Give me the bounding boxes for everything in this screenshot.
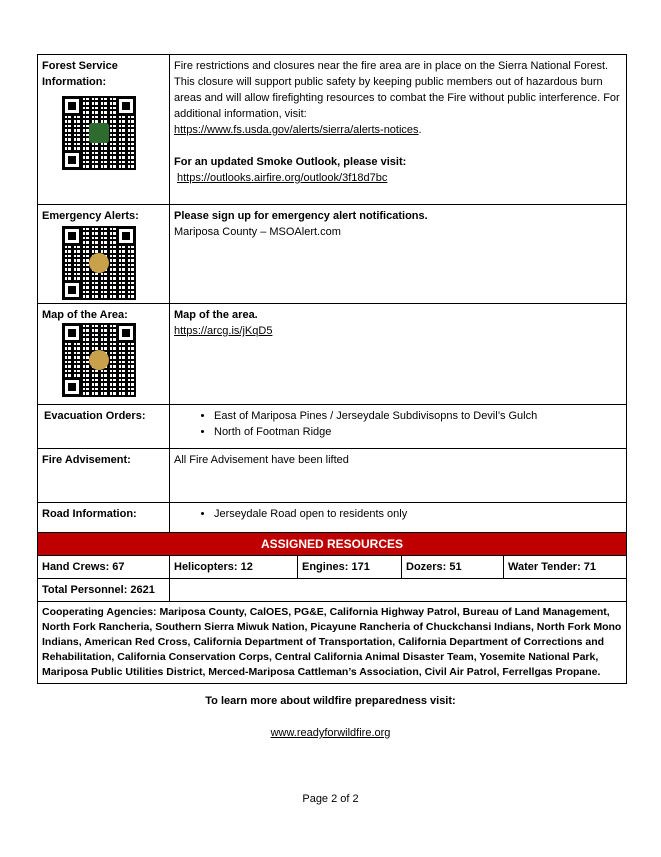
list-item: • North of Footman Ridge	[214, 424, 622, 440]
preparedness-prompt: To learn more about wildfire preparedness visit:	[205, 695, 456, 707]
fire-info-table	[37, 54, 627, 684]
evacuation-list	[174, 408, 622, 440]
list-item: • Jerseydale Road open to residents only	[214, 506, 622, 522]
table-row-fire-advisement	[38, 449, 627, 503]
water-tender-count: Water Tender: 71	[504, 556, 627, 579]
table-row-map	[38, 304, 627, 405]
hand-crews-count: Hand Crews: 67	[38, 556, 170, 579]
table-row-resources	[38, 556, 627, 579]
fire-advisement-text: All Fire Advisement have been lifted	[174, 454, 349, 466]
map-link[interactable]: https://arcg.is/jKqD5	[174, 325, 273, 337]
total-personnel: Total Personnel: 2621	[38, 579, 170, 602]
forest-service-text: Fire restrictions and closures near the fire area are in place on the Sierra National Forest. This closure will support public safety by keeping public members out of hazardous burn areas and will allow firefighting resources to combat the Fire without public interference. For additional information, visit:	[174, 60, 620, 120]
dozers-count: Dozers: 51	[402, 556, 504, 579]
page-number: Page 2 of 2	[302, 793, 359, 805]
readyforwildfire-link[interactable]: www.readyforwildfire.org	[270, 727, 391, 739]
road-list	[174, 506, 622, 522]
smoke-outlook-heading: For an updated Smoke Outlook, please visit:	[174, 156, 407, 168]
county-seal-icon	[89, 350, 109, 370]
forest-service-qr-code[interactable]	[62, 96, 136, 170]
forest-service-shield-icon	[89, 123, 109, 143]
helicopters-count: Helicopters: 12	[170, 556, 298, 579]
emergency-alerts-text: Mariposa County – MSOAlert.com	[174, 226, 341, 238]
list-item: • East of Mariposa Pines / Jerseydale Subdivisopns to Devil’s Gulch	[214, 408, 622, 424]
row-label	[38, 405, 170, 449]
map-qr-code[interactable]	[62, 323, 136, 397]
emergency-alerts-label: Emergency Alerts:	[42, 210, 139, 222]
table-row-banner	[38, 533, 627, 556]
county-seal-icon	[89, 253, 109, 273]
cooperating-agencies: Cooperating Agencies: Mariposa County, CalOES, PG&E, California Highway Patrol, Bureau of Land Management, North Fork Rancheria, Southern Sierra Miwuk Nation, Picayune Rancheria of Chuckchansi Indians, North Fork Mono Indians, American Red Cross, California Department of Transportation, California Department of Corrections and Rehabilitation, California Conservation Corps, Central California Animal Disaster Team, Yosemite National Park, Mariposa Public Utilities District, Merced-Mariposa Cattleman’s Association, Civil Air Patrol, Ferrellgas Propane.	[38, 602, 627, 684]
row-content: Fire restrictions and closures near the fire area are in place on the Sierra National Forest. This closure will support public safety by keeping public members out of hazardous burn areas and will allow firefighting resources to combat the Fire without public interference. For additional information, visit: https://www.fs.usda.gov/alerts/sierra/alerts-notices. For an updated Smoke Outlook, please visit: https://outlooks.airfire.org/outlook/3f18d7bc	[170, 55, 627, 205]
table-row-road	[38, 503, 627, 533]
evacuation-label: Evacuation Orders:	[44, 410, 146, 422]
table-row-cooperating	[38, 602, 627, 684]
assigned-resources-banner: ASSIGNED RESOURCES	[38, 533, 627, 556]
emergency-alerts-qr-code[interactable]	[62, 226, 136, 300]
row-content	[170, 503, 627, 533]
road-label: Road Information:	[42, 508, 137, 520]
row-label	[38, 55, 170, 205]
row-content	[170, 304, 627, 405]
fire-advisement-label: Fire Advisement:	[42, 454, 131, 466]
row-label	[38, 503, 170, 533]
map-label: Map of the Area:	[42, 309, 128, 321]
row-label	[38, 449, 170, 503]
row-content	[170, 405, 627, 449]
table-row-evacuation	[38, 405, 627, 449]
row-content	[170, 449, 627, 503]
row-content	[170, 205, 627, 304]
forest-service-label: Forest Service Information:	[42, 60, 118, 88]
engines-count: Engines: 171	[298, 556, 402, 579]
forest-service-alerts-link[interactable]: https://www.fs.usda.gov/alerts/sierra/alerts-notices	[174, 124, 419, 136]
smoke-outlook-link[interactable]: https://outlooks.airfire.org/outlook/3f18d7bc	[177, 172, 388, 184]
table-row-forest-service	[38, 55, 627, 205]
row-label	[38, 304, 170, 405]
emergency-alerts-heading: Please sign up for emergency alert notifications.	[174, 210, 428, 222]
row-label	[38, 205, 170, 304]
map-heading: Map of the area.	[174, 309, 258, 321]
table-row-emergency-alerts	[38, 205, 627, 304]
table-row-total	[38, 579, 627, 602]
